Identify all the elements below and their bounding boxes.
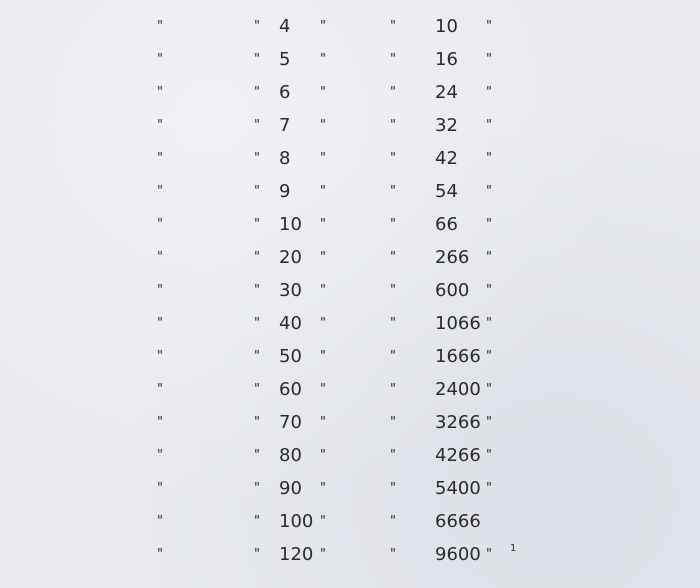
value-a-cell: 7 — [279, 115, 291, 136]
value-a-cell: 4 — [279, 16, 291, 37]
ditto-mark: " — [320, 184, 326, 199]
table-row — [0, 208, 700, 241]
ditto-mark: " — [157, 415, 163, 430]
value-b-cell: 2400 — [435, 379, 481, 400]
ditto-mark: " — [157, 151, 163, 166]
table-row — [0, 439, 700, 472]
ditto-mark: " — [157, 382, 163, 397]
value-a-cell: 70 — [279, 412, 302, 433]
ditto-mark: " — [390, 250, 396, 265]
value-b-cell: 3266 — [435, 412, 481, 433]
value-a-cell: 80 — [279, 445, 302, 466]
ditto-mark: " — [390, 217, 396, 232]
table-row — [0, 43, 700, 76]
ditto-mark: " — [254, 481, 260, 496]
table-row — [0, 307, 700, 340]
ditto-mark: " — [486, 349, 492, 364]
value-b-cell: 10 — [435, 16, 458, 37]
ditto-mark: " — [486, 448, 492, 463]
ditto-mark: " — [390, 151, 396, 166]
ditto-mark: " — [320, 316, 326, 331]
value-b-cell: 6666 — [435, 511, 481, 532]
table-row — [0, 406, 700, 439]
ditto-mark: " — [486, 415, 492, 430]
value-a-cell: 9 — [279, 181, 291, 202]
ditto-mark: " — [486, 382, 492, 397]
ditto-mark: " — [157, 547, 163, 562]
value-a-cell: 5 — [279, 49, 291, 70]
ditto-mark: " — [320, 118, 326, 133]
ditto-mark: " — [320, 415, 326, 430]
table-row — [0, 274, 700, 307]
ditto-mark: " — [486, 316, 492, 331]
ditto-mark: " — [390, 85, 396, 100]
ditto-mark: " — [254, 415, 260, 430]
table-row — [0, 340, 700, 373]
ditto-mark: " — [254, 85, 260, 100]
value-a-cell: 20 — [279, 247, 302, 268]
value-a-cell: 90 — [279, 478, 302, 499]
ditto-mark: " — [254, 52, 260, 67]
value-b-cell: 54 — [435, 181, 458, 202]
value-a-cell: 30 — [279, 280, 302, 301]
ditto-mark: " — [486, 19, 492, 34]
table-row — [0, 538, 700, 571]
value-table — [0, 10, 700, 571]
ditto-mark: " — [254, 448, 260, 463]
ditto-mark: " — [320, 250, 326, 265]
value-b-cell: 600 — [435, 280, 470, 301]
ditto-mark: " — [157, 448, 163, 463]
ditto-mark: " — [157, 316, 163, 331]
ditto-mark: " — [486, 151, 492, 166]
value-b-cell: 266 — [435, 247, 470, 268]
value-b-cell: 24 — [435, 82, 458, 103]
ditto-mark: " — [254, 184, 260, 199]
value-a-cell: 100 — [279, 511, 314, 532]
ditto-mark: " — [320, 382, 326, 397]
value-b-cell: 1666 — [435, 346, 481, 367]
value-a-cell: 50 — [279, 346, 302, 367]
ditto-mark: " — [390, 184, 396, 199]
ditto-mark: " — [157, 184, 163, 199]
ditto-mark: " — [390, 316, 396, 331]
ditto-mark: " — [390, 448, 396, 463]
ditto-mark: " — [254, 547, 260, 562]
ditto-mark: " — [486, 481, 492, 496]
ditto-mark: " — [390, 547, 396, 562]
ditto-mark: " — [486, 217, 492, 232]
ditto-mark: " — [486, 547, 492, 562]
ditto-mark: " — [157, 85, 163, 100]
ditto-mark: " — [320, 283, 326, 298]
ditto-mark: " — [390, 415, 396, 430]
ditto-mark: " — [390, 514, 396, 529]
value-b-cell: 32 — [435, 115, 458, 136]
ditto-mark: " — [254, 118, 260, 133]
ditto-mark: " — [254, 250, 260, 265]
ditto-mark: " — [320, 481, 326, 496]
ditto-mark: " — [157, 118, 163, 133]
ditto-mark: " — [320, 151, 326, 166]
ditto-mark: " — [390, 118, 396, 133]
table-row — [0, 175, 700, 208]
ditto-mark: " — [486, 118, 492, 133]
value-a-cell: 10 — [279, 214, 302, 235]
value-b-cell: 9600 — [435, 544, 481, 565]
ditto-mark: " — [157, 283, 163, 298]
ditto-mark: " — [390, 52, 396, 67]
ditto-mark: " — [157, 481, 163, 496]
ditto-mark: " — [320, 19, 326, 34]
ditto-mark: " — [320, 547, 326, 562]
footnote-marker: 1 — [510, 543, 517, 554]
ditto-mark: " — [486, 250, 492, 265]
value-b-cell: 1066 — [435, 313, 481, 334]
ditto-mark: " — [486, 52, 492, 67]
ditto-mark: " — [157, 19, 163, 34]
ditto-mark: " — [390, 19, 396, 34]
ditto-mark: " — [320, 217, 326, 232]
ditto-mark: " — [486, 184, 492, 199]
ditto-mark: " — [320, 514, 326, 529]
ditto-mark: " — [157, 514, 163, 529]
table-row — [0, 373, 700, 406]
table-row — [0, 472, 700, 505]
table-row — [0, 142, 700, 175]
ditto-mark: " — [254, 283, 260, 298]
ditto-mark: " — [390, 382, 396, 397]
table-row — [0, 76, 700, 109]
value-b-cell: 66 — [435, 214, 458, 235]
ditto-mark: " — [486, 85, 492, 100]
table-row — [0, 109, 700, 142]
ditto-mark: " — [157, 250, 163, 265]
ditto-mark: " — [254, 19, 260, 34]
ditto-mark: " — [254, 514, 260, 529]
ditto-mark: " — [254, 217, 260, 232]
ditto-mark: " — [390, 283, 396, 298]
value-b-cell: 42 — [435, 148, 458, 169]
ditto-mark: " — [157, 217, 163, 232]
ditto-mark: " — [320, 448, 326, 463]
table-row — [0, 241, 700, 274]
ditto-mark: " — [157, 349, 163, 364]
ditto-mark: " — [254, 349, 260, 364]
table-row — [0, 505, 700, 538]
table-row — [0, 10, 700, 43]
value-b-cell: 4266 — [435, 445, 481, 466]
ditto-mark: " — [320, 52, 326, 67]
value-a-cell: 40 — [279, 313, 302, 334]
ditto-mark: " — [390, 349, 396, 364]
ditto-mark: " — [254, 316, 260, 331]
ditto-mark: " — [390, 481, 396, 496]
ditto-mark: " — [320, 85, 326, 100]
ditto-mark: " — [486, 283, 492, 298]
ditto-mark: " — [157, 52, 163, 67]
value-a-cell: 120 — [279, 544, 314, 565]
value-a-cell: 8 — [279, 148, 291, 169]
value-a-cell: 6 — [279, 82, 291, 103]
value-b-cell: 5400 — [435, 478, 481, 499]
ditto-mark: " — [320, 349, 326, 364]
value-b-cell: 16 — [435, 49, 458, 70]
value-a-cell: 60 — [279, 379, 302, 400]
ditto-mark: " — [254, 151, 260, 166]
ditto-mark: " — [254, 382, 260, 397]
